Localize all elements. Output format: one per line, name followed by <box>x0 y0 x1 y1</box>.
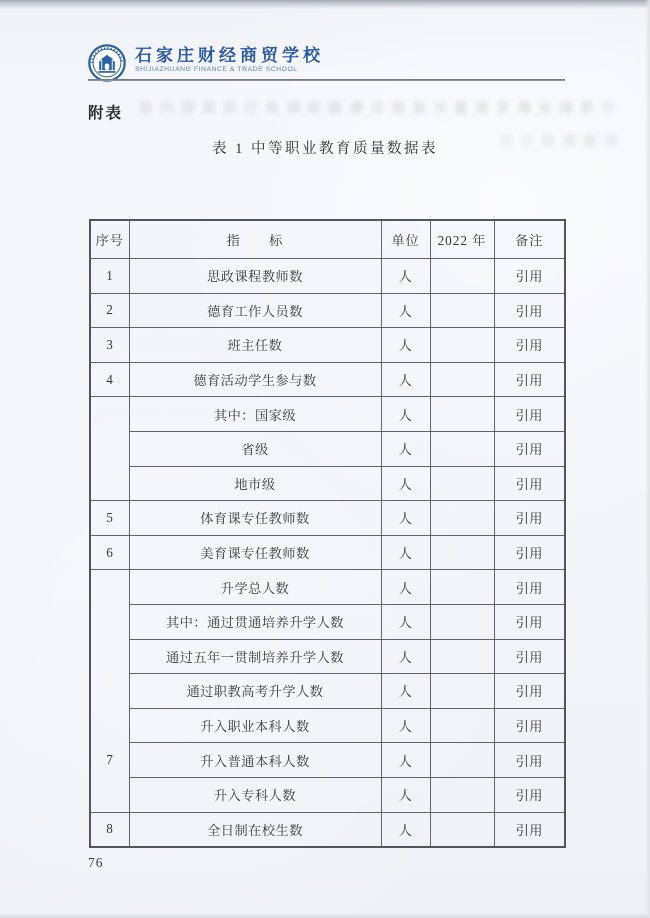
cell-indicator: 班主任数 <box>129 328 381 363</box>
cell-unit: 人 <box>381 639 430 674</box>
cell-year-value <box>430 570 494 605</box>
table-row <box>90 604 565 639</box>
cell-unit: 人 <box>381 328 430 363</box>
cell-year-value <box>430 708 494 743</box>
cell-note: 引用 <box>494 293 565 328</box>
cell-note: 引用 <box>494 639 565 674</box>
cell-unit: 人 <box>381 674 430 709</box>
cell-indicator: 其中：国家级 <box>129 397 381 432</box>
cell-note: 引用 <box>494 604 565 639</box>
cell-unit: 人 <box>381 570 430 605</box>
header-divider <box>88 79 565 81</box>
cell-indicator: 升入普通本科人数 <box>129 743 381 778</box>
cell-unit: 人 <box>381 466 430 501</box>
cell-unit: 人 <box>381 777 430 812</box>
column-header-year: 2022 年 <box>430 220 494 259</box>
cell-no: 3 <box>90 328 129 363</box>
cell-year-value <box>430 604 494 639</box>
cell-indicator: 思政课程教师数 <box>129 259 381 294</box>
cell-indicator: 升入专科人数 <box>129 777 381 812</box>
table-row <box>90 362 565 397</box>
cell-unit: 人 <box>381 259 430 294</box>
cell-indicator: 德育活动学生参与数 <box>129 362 381 397</box>
table-row <box>90 501 565 536</box>
cell-year-value <box>430 293 494 328</box>
cell-indicator: 其中：通过贯通培养升学人数 <box>129 604 381 639</box>
table-row <box>90 397 565 432</box>
scan-edge-bottom <box>0 913 650 918</box>
table-row <box>90 812 565 847</box>
column-header-indicator: 指 标 <box>129 220 381 259</box>
cell-year-value <box>430 397 494 432</box>
cell-unit: 人 <box>381 362 430 397</box>
table-row <box>90 535 565 570</box>
cell-year-value <box>430 535 494 570</box>
quality-data-table <box>89 219 566 848</box>
cell-note: 引用 <box>494 362 565 397</box>
table-row <box>90 674 565 709</box>
cell-no: 1 <box>90 259 129 294</box>
table-row <box>90 777 565 812</box>
cell-note: 引用 <box>494 535 565 570</box>
cell-indicator: 全日制在校生数 <box>129 812 381 847</box>
cell-indicator: 省级 <box>129 431 381 466</box>
table-row <box>90 431 565 466</box>
cell-indicator: 升入职业本科人数 <box>129 708 381 743</box>
school-header <box>88 44 324 82</box>
school-name-block <box>135 44 324 73</box>
cell-indicator: 美育课专任教师数 <box>129 535 381 570</box>
cell-indicator: 升学总人数 <box>129 570 381 605</box>
cell-indicator: 通过职教高考升学人数 <box>129 674 381 709</box>
cell-note: 引用 <box>494 259 565 294</box>
bleedthrough-text: 质量数据引用 <box>492 135 618 150</box>
cell-year-value <box>430 639 494 674</box>
cell-year-value <box>430 466 494 501</box>
cell-indicator: 通过五年一贯制培养升学人数 <box>129 639 381 674</box>
column-header-unit: 单位 <box>381 220 430 259</box>
table-row <box>90 743 565 778</box>
cell-unit: 人 <box>381 604 430 639</box>
cell-note: 引用 <box>494 466 565 501</box>
cell-year-value <box>430 431 494 466</box>
cell-unit: 人 <box>381 812 430 847</box>
table-title: 表 1 中等职业教育质量数据表 <box>212 141 438 157</box>
cell-note: 引用 <box>494 708 565 743</box>
table-row <box>90 328 565 363</box>
cell-year-value <box>430 743 494 778</box>
school-emblem-icon <box>88 44 126 82</box>
table-row <box>90 708 565 743</box>
cell-no: 2 <box>90 293 129 328</box>
cell-indicator: 地市级 <box>129 466 381 501</box>
cell-unit: 人 <box>381 293 430 328</box>
cell-note: 引用 <box>494 570 565 605</box>
scan-edge-top <box>0 0 650 9</box>
cell-note: 引用 <box>494 501 565 536</box>
cell-no: 6 <box>90 535 129 570</box>
cell-year-value <box>430 328 494 363</box>
cell-year-value <box>430 777 494 812</box>
column-header-note: 备注 <box>494 220 565 259</box>
table-row <box>90 293 565 328</box>
table-row <box>90 466 565 501</box>
group-number: 7 <box>106 751 114 767</box>
cell-year-value <box>430 501 494 536</box>
cell-note: 引用 <box>494 431 565 466</box>
cell-unit: 人 <box>381 708 430 743</box>
cell-note: 引用 <box>494 743 565 778</box>
cell-no-merged-group7 <box>90 570 129 812</box>
table-row <box>90 639 565 674</box>
page-number: 76 <box>88 855 104 870</box>
cell-year-value <box>430 812 494 847</box>
cell-unit: 人 <box>381 397 430 432</box>
cell-unit: 人 <box>381 535 430 570</box>
appendix-label: 附表 <box>88 105 124 122</box>
cell-no: 8 <box>90 812 129 847</box>
cell-no-merged-empty <box>90 397 129 501</box>
cell-note: 引用 <box>494 812 565 847</box>
cell-note: 引用 <box>494 397 565 432</box>
bleedthrough-text: 中等职业教育质量年度报告数据表附录引用说明内容 <box>132 102 615 117</box>
cell-note: 引用 <box>494 777 565 812</box>
table-row <box>90 259 565 294</box>
table-header-row <box>90 220 565 259</box>
school-name-english: SHIJIAZHUANG FINANCE & TRADE SCHOOL <box>135 66 298 73</box>
cell-indicator: 体育课专任教师数 <box>129 501 381 536</box>
school-name: 石家庄财经商贸学校 <box>135 46 324 65</box>
cell-unit: 人 <box>381 743 430 778</box>
cell-unit: 人 <box>381 431 430 466</box>
cell-year-value <box>430 259 494 294</box>
cell-year-value <box>430 362 494 397</box>
column-header-no: 序号 <box>90 220 129 259</box>
cell-indicator: 德育工作人员数 <box>129 293 381 328</box>
cell-note: 引用 <box>494 674 565 709</box>
table-row <box>90 570 565 605</box>
cell-no: 5 <box>90 501 129 536</box>
cell-year-value <box>430 674 494 709</box>
cell-no: 4 <box>90 362 129 397</box>
cell-unit: 人 <box>381 501 430 536</box>
cell-note: 引用 <box>494 328 565 363</box>
